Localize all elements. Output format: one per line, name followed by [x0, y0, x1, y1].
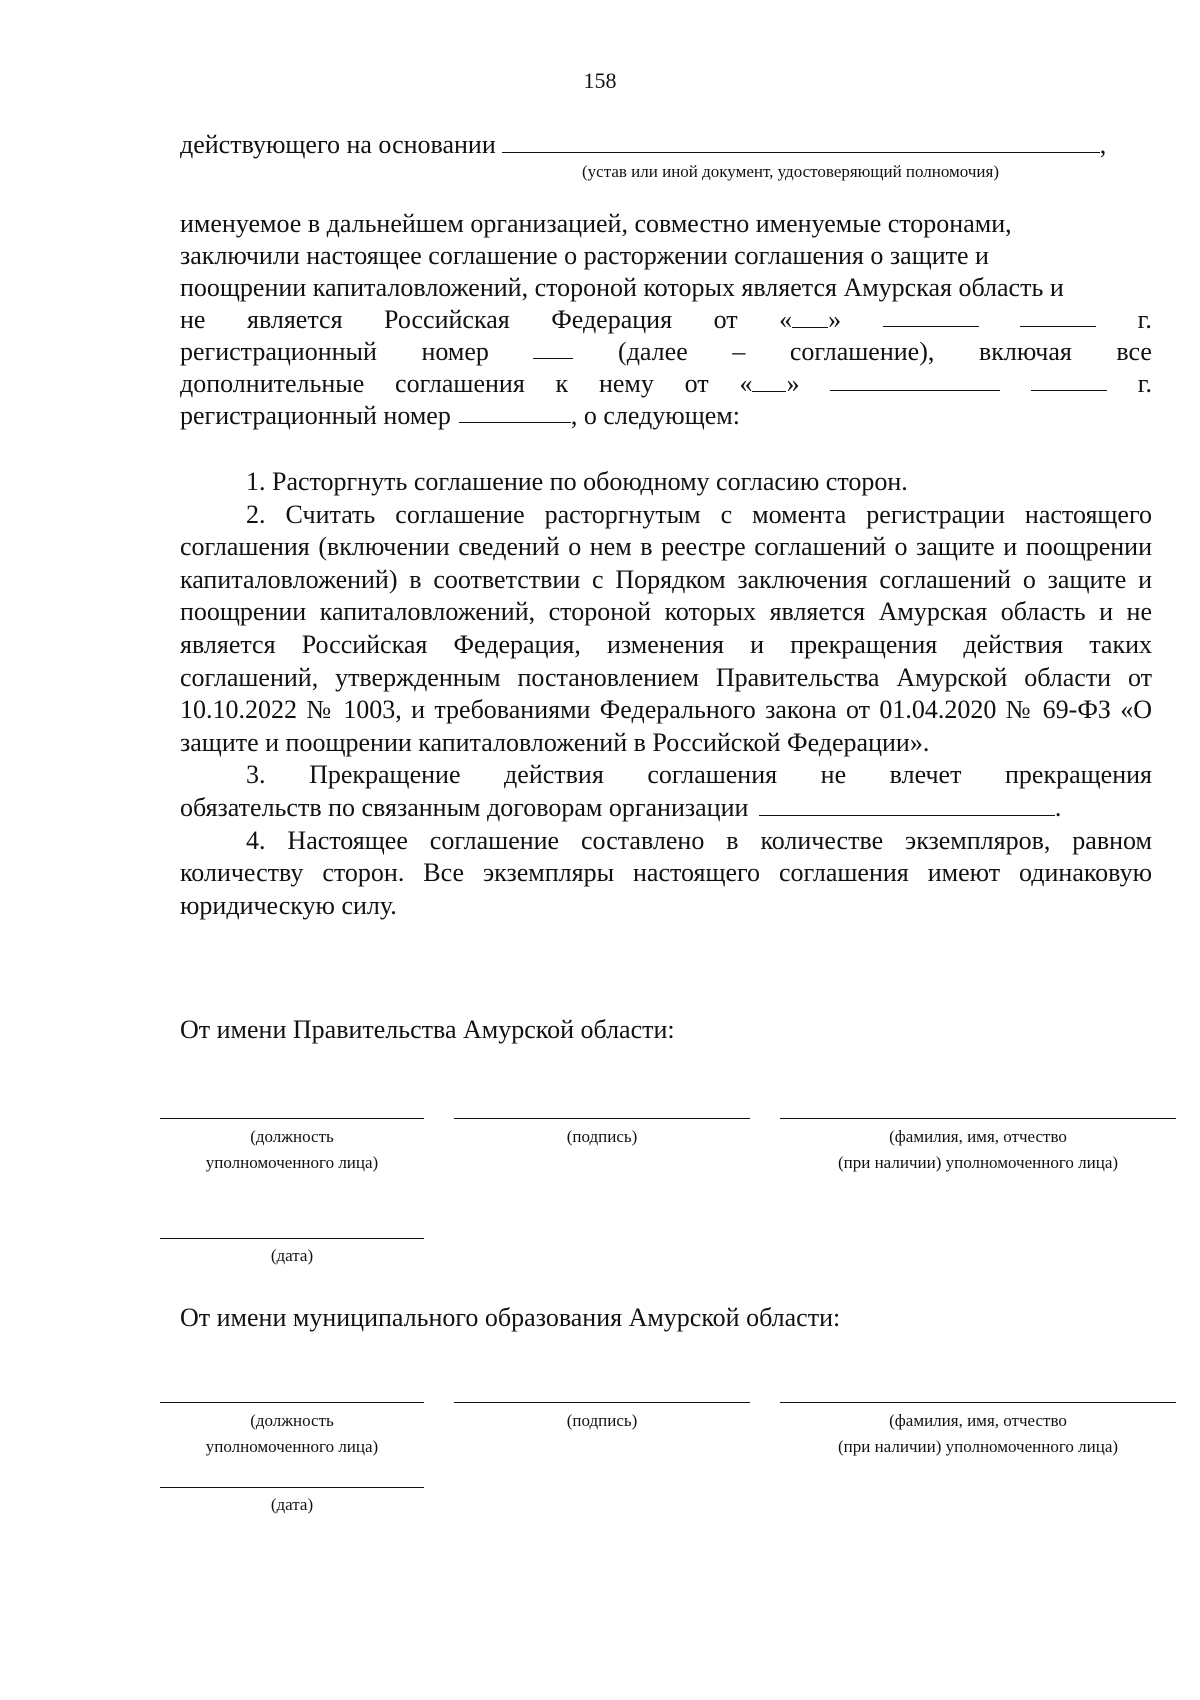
signature-caption: (подпись)	[566, 1127, 638, 1146]
word: соглашения	[395, 369, 525, 398]
clause-3-text: обязательств по связанным договорам организации	[180, 792, 749, 822]
name-line[interactable]	[780, 1402, 1176, 1403]
word: не	[180, 305, 206, 334]
word: от	[684, 369, 709, 398]
supplement-date-day: « »	[739, 369, 800, 398]
word: дополнительные	[180, 369, 365, 398]
word: номер	[421, 337, 489, 366]
word: от	[713, 305, 738, 334]
page-number: 158	[583, 68, 617, 93]
basis-blank[interactable]	[502, 130, 1100, 153]
clause-3-line-2	[180, 792, 1152, 825]
date-caption: (дата)	[270, 1246, 314, 1265]
word: является	[246, 305, 343, 334]
signature-line[interactable]	[454, 1118, 750, 1119]
word: включая	[978, 337, 1072, 366]
clauses	[180, 466, 1152, 922]
word: , о следующем:	[570, 401, 740, 430]
date-caption: (дата)	[270, 1495, 314, 1514]
clause-1: 1. Расторгнуть соглашение по обоюдному согласию сторон.	[246, 467, 908, 496]
basis-comma: ,	[1099, 130, 1107, 159]
basis-caption: (устав или иной документ, удостоверяющий полномочия)	[582, 162, 999, 181]
period: .	[1054, 792, 1062, 822]
intro-line-6	[180, 368, 1152, 400]
intro-line-3	[180, 272, 1152, 304]
clause-2: 2. Считать соглашение расторгнутым с момента регистрации настоящего соглашения (включении сведений о нем в реестре соглашений о защите и поощрении капиталовложений) в соответствии с Порядком заключения соглашений о защите и поощрении капиталовложений, стороной которых является Амурская область и не является Российская Федерация, изменения и прекращения действия таких соглашений, утвержденным постановлением Правительства Амурской области от 10.10.2022 № 1003, и требованиями Федерального закона от 01.04.2020 № 69-ФЗ «О защите и поощрении капиталовложений в Российской Федерации».	[180, 499, 1152, 757]
intro-text: поощрении капиталовложений, стороной которых является Амурская область и	[180, 273, 1064, 302]
intro-text: заключили настоящее соглашение о расторжении соглашения о защите и	[180, 241, 989, 270]
word: к	[555, 369, 569, 398]
year-mark: г.	[1137, 369, 1152, 398]
intro-line-2	[180, 240, 1152, 272]
basis-line	[180, 130, 1160, 160]
word: нему	[598, 369, 654, 398]
word: соглашение),	[789, 337, 935, 366]
intro-line-4	[180, 304, 1152, 336]
name-line[interactable]	[780, 1118, 1176, 1119]
word: регистрационный	[180, 337, 377, 366]
word: все	[1116, 337, 1152, 366]
party-title: От имени муниципального образования Амурской области:	[180, 1303, 841, 1332]
word: регистрационный номер	[180, 401, 451, 430]
agreement-date-day: « »	[779, 305, 842, 334]
day-blank[interactable]	[792, 305, 828, 328]
word: (далее	[618, 337, 688, 366]
date-line[interactable]	[160, 1487, 424, 1488]
organization-blank[interactable]	[759, 793, 1055, 816]
month-blank[interactable]	[830, 368, 1000, 391]
intro-line-7	[180, 400, 1152, 432]
year-mark: г.	[1137, 305, 1152, 334]
reg-number-blank[interactable]	[459, 400, 571, 423]
party-title: От имени Правительства Амурской области:	[180, 1015, 675, 1044]
year-blank[interactable]	[1020, 304, 1096, 327]
clause-3-line-1: 3. Прекращение действия соглашения не влечет прекращения	[246, 760, 1152, 790]
date-line[interactable]	[160, 1238, 424, 1239]
signature-caption: (подпись)	[566, 1411, 638, 1430]
basis-label: действующего на основании	[180, 130, 496, 159]
month-blank[interactable]	[883, 304, 979, 327]
intro-paragraph	[180, 208, 1152, 432]
signature-line[interactable]	[454, 1402, 750, 1403]
name-caption: (фамилия, имя, отчество (при наличии) уполномоченного лица)	[837, 1127, 1119, 1172]
position-line[interactable]	[160, 1118, 424, 1119]
intro-line-5	[180, 336, 1152, 368]
position-caption: (должность уполномоченного лица)	[205, 1411, 379, 1456]
reg-number-blank[interactable]	[533, 336, 573, 359]
intro-text: именуемое в дальнейшем организацией, совместно именуемые сторонами,	[180, 209, 1012, 238]
name-caption: (фамилия, имя, отчество (при наличии) уполномоченного лица)	[837, 1411, 1119, 1456]
position-line[interactable]	[160, 1402, 424, 1403]
position-caption: (должность уполномоченного лица)	[205, 1127, 379, 1172]
intro-line-1	[180, 208, 1152, 240]
year-blank[interactable]	[1031, 368, 1107, 391]
word: Российская	[384, 305, 510, 334]
day-blank[interactable]	[752, 369, 786, 392]
word: –	[732, 337, 746, 366]
clause-4: 4. Настоящее соглашение составлено в количестве экземпляров, равном количеству сторон. Все экземпляры настоящего соглашения имеют одинаковую юридическую силу.	[180, 825, 1152, 920]
word: Федерация	[551, 305, 673, 334]
